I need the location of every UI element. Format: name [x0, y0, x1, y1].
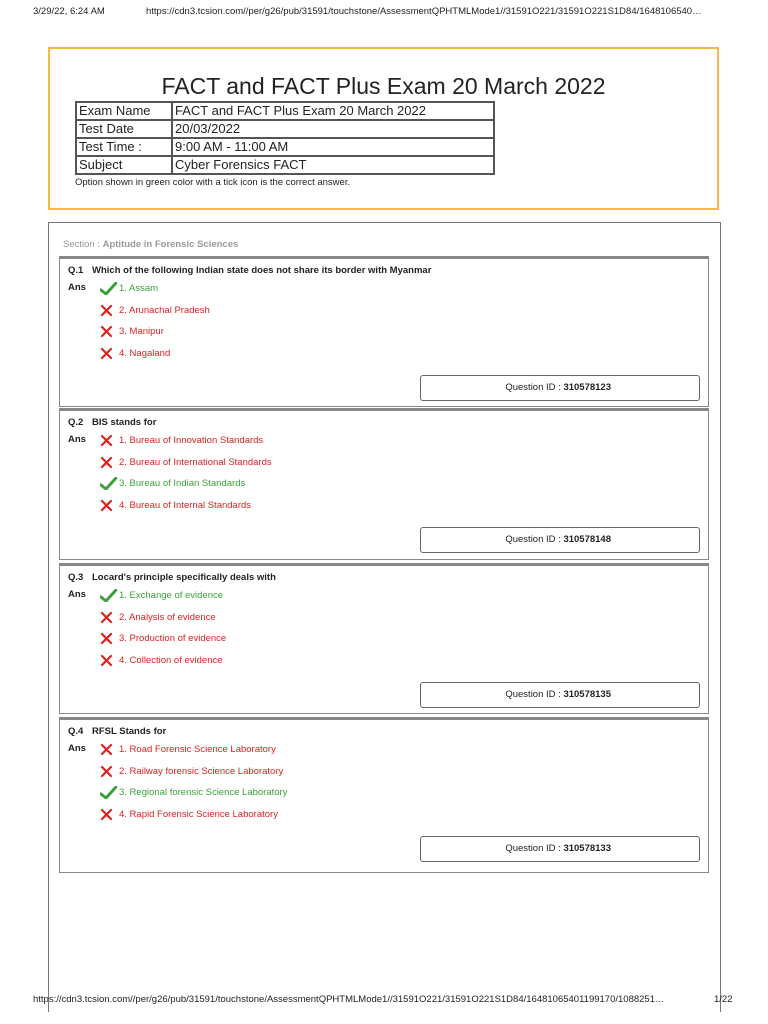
question-id-box: [420, 527, 700, 553]
table-row: [76, 156, 494, 174]
answer-option-text: 2. Railway forensic Science Laboratory: [119, 766, 284, 777]
table-row: [76, 102, 494, 120]
question-line: [68, 265, 431, 276]
cross-mark-icon: [100, 808, 117, 821]
cross-mark-icon: [100, 743, 117, 756]
answer-option: [100, 808, 278, 821]
check-mark-icon: [100, 282, 117, 295]
question-id-box: [420, 682, 700, 708]
answer-option-text: 4. Nagaland: [119, 348, 171, 359]
answer-option: [100, 611, 216, 624]
footer-url[interactable]: https://cdn3.tcsion.com//per/g26/pub/31591/touchstone/AssessmentQPHTMLMode1//31591O221/31591O221S1D84/16481065401199170/1088251…: [33, 994, 665, 1005]
info-value: 9:00 AM - 11:00 AM: [172, 138, 494, 156]
print-url[interactable]: https://cdn3.tcsion.com//per/g26/pub/31591/touchstone/AssessmentQPHTMLMode1//31591O221/31591O221S1D84/1648106540…: [146, 6, 702, 17]
question-id-value: 310578123: [563, 382, 611, 393]
answer-option-text: 4. Bureau of Internal Standards: [119, 500, 252, 511]
ans-label: Ans: [68, 589, 86, 600]
cross-mark-icon: [100, 434, 117, 447]
section-name: Aptitude in Forensic Sciences: [102, 239, 239, 250]
print-date: 3/29/22, 6:24 AM: [33, 6, 105, 17]
question-id-label: Question ID :: [505, 534, 564, 545]
ans-label: Ans: [68, 743, 86, 754]
question-id-value: 310578148: [563, 534, 611, 545]
cross-mark-icon: [100, 765, 117, 778]
question-text: BIS stands for: [92, 417, 157, 428]
page-number: 1/22: [714, 994, 733, 1005]
answer-option: [100, 477, 245, 490]
answer-option: [100, 632, 226, 645]
question-line: [68, 417, 156, 428]
cross-mark-icon: [100, 499, 117, 512]
answer-option-text: 2. Analysis of evidence: [119, 612, 216, 623]
answer-option-text: 4. Collection of evidence: [119, 655, 223, 666]
answer-option: [100, 765, 283, 778]
question-id-value: 310578135: [563, 689, 611, 700]
question-id-label: Question ID :: [505, 843, 564, 854]
answer-option: [100, 456, 272, 469]
section-prefix: Section :: [63, 239, 103, 250]
answer-option: [100, 282, 158, 295]
question-block: [59, 256, 709, 407]
question-line: [68, 572, 276, 583]
question-number: Q.3: [68, 572, 84, 583]
info-key: Test Time :: [76, 138, 172, 156]
answer-option: [100, 325, 164, 338]
question-number: Q.4: [68, 726, 84, 737]
check-mark-icon: [100, 477, 117, 490]
answer-option-text: 2. Bureau of International Standards: [119, 457, 272, 468]
answer-option: [100, 304, 210, 317]
question-text: Which of the following Indian state does not share its border with Myanmar: [92, 265, 432, 276]
answer-option-text: 3. Regional forensic Science Laboratory: [119, 787, 288, 798]
print-footer: [0, 991, 768, 1011]
table-row: [76, 120, 494, 138]
question-paper: [48, 222, 721, 1012]
section-label: [63, 239, 238, 250]
answer-option-text: 1. Assam: [119, 283, 159, 294]
question-id-box: [420, 836, 700, 862]
answer-option-text: 3. Bureau of Indian Standards: [119, 478, 246, 489]
info-value: FACT and FACT Plus Exam 20 March 2022: [172, 102, 494, 120]
answer-option-text: 4. Rapid Forensic Science Laboratory: [119, 809, 278, 820]
table-row: [76, 138, 494, 156]
cross-mark-icon: [100, 304, 117, 317]
answer-option-text: 3. Production of evidence: [119, 633, 227, 644]
cross-mark-icon: [100, 632, 117, 645]
question-number: Q.2: [68, 417, 84, 428]
answer-option: [100, 589, 223, 602]
check-mark-icon: [100, 589, 117, 602]
question-block: [59, 717, 709, 873]
cross-mark-icon: [100, 347, 117, 360]
cross-mark-icon: [100, 654, 117, 667]
exam-info-box: [48, 47, 719, 210]
question-number: Q.1: [68, 265, 84, 276]
answer-option: [100, 743, 276, 756]
answer-option: [100, 347, 170, 360]
answer-option: [100, 654, 223, 667]
answer-option-text: 2. Arunachal Pradesh: [119, 305, 210, 316]
question-line: [68, 726, 166, 737]
question-id-box: [420, 375, 700, 401]
question-id-label: Question ID :: [505, 689, 564, 700]
ans-label: Ans: [68, 434, 86, 445]
check-mark-icon: [100, 786, 117, 799]
answer-option-text: 3. Manipur: [119, 326, 164, 337]
cross-mark-icon: [100, 456, 117, 469]
question-block: [59, 563, 709, 714]
info-value: Cyber Forensics FACT: [172, 156, 494, 174]
info-key: Exam Name: [76, 102, 172, 120]
info-key: Subject: [76, 156, 172, 174]
question-id-label: Question ID :: [505, 382, 564, 393]
exam-info-table: [75, 101, 495, 175]
info-value: 20/03/2022: [172, 120, 494, 138]
answer-option-text: 1. Road Forensic Science Laboratory: [119, 744, 276, 755]
question-text: Locard's principle specifically deals with: [92, 572, 276, 583]
answer-option-text: 1. Exchange of evidence: [119, 590, 224, 601]
exam-title: FACT and FACT Plus Exam 20 March 2022: [161, 73, 606, 99]
question-block: [59, 408, 709, 560]
answer-option-text: 1. Bureau of Innovation Standards: [119, 435, 264, 446]
answer-option: [100, 434, 263, 447]
question-id-value: 310578133: [563, 843, 611, 854]
answer-note: Option shown in green color with a tick icon is the correct answer.: [75, 177, 351, 188]
cross-mark-icon: [100, 325, 117, 338]
ans-label: Ans: [68, 282, 86, 293]
print-header: [0, 0, 768, 24]
question-text: RFSL Stands for: [92, 726, 167, 737]
cross-mark-icon: [100, 611, 117, 624]
info-key: Test Date: [76, 120, 172, 138]
answer-option: [100, 786, 287, 799]
answer-option: [100, 499, 251, 512]
